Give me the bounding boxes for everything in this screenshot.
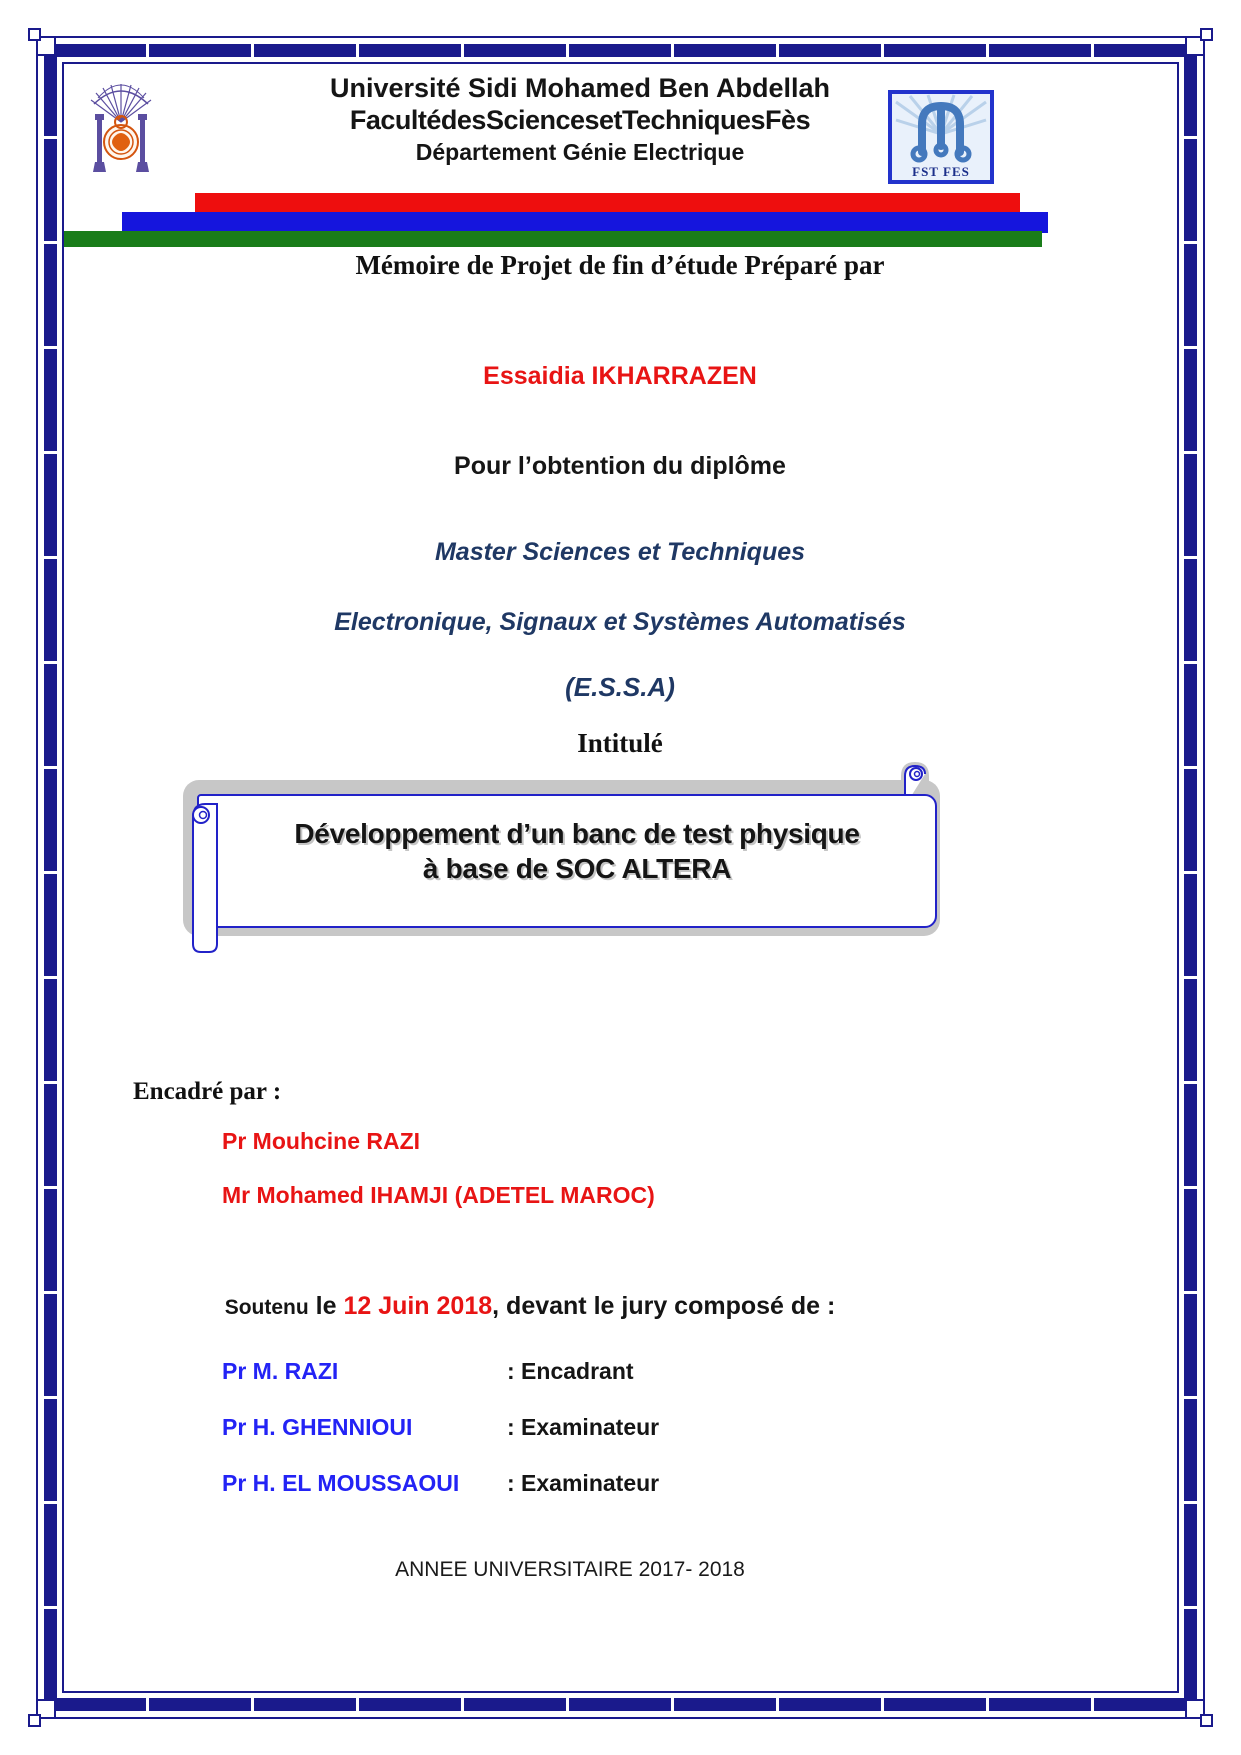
thesis-title xyxy=(227,816,927,886)
jury-member-role: : Examinateur xyxy=(507,1470,660,1496)
supervisor-name: Pr Mouhcine RAZI xyxy=(222,1128,421,1154)
frame-corner-ornament xyxy=(28,1714,41,1727)
page-frame-band-bottom xyxy=(44,1698,1197,1711)
fst-logo-caption: FST FES xyxy=(912,164,970,179)
memoire-line: Mémoire de Projet de fin d’étude Préparé par xyxy=(355,250,885,280)
thesis-title-line1: Développement d’un banc de test physique xyxy=(294,818,860,849)
jury-row xyxy=(222,1358,842,1385)
page-frame-band-left xyxy=(44,44,57,1711)
obtention-line: Pour l’obtention du diplôme xyxy=(454,452,786,480)
author-name: Essaidia IKHARRAZEN xyxy=(483,362,757,390)
title-scroll-banner xyxy=(183,770,953,965)
speciality-name: Electronique, Signaux et Systèmes Automatisés xyxy=(334,608,906,636)
defense-le: le xyxy=(308,1292,344,1320)
frame-corner-ornament xyxy=(28,28,41,41)
jury-row xyxy=(222,1470,842,1497)
frame-corner-ornament xyxy=(1200,1714,1213,1727)
defense-date: 12 Juin 2018 xyxy=(343,1292,493,1320)
decorative-bar-red xyxy=(195,193,1020,213)
page-frame-band-right xyxy=(1184,44,1197,1711)
degree-abbreviation: (E.S.S.A) xyxy=(565,672,675,702)
institution-header xyxy=(230,72,930,166)
page-frame-band-top xyxy=(44,44,1197,57)
thesis-title-line2: à base de SOC ALTERA xyxy=(422,853,732,884)
intitule-label: Intitulé xyxy=(577,728,663,758)
defense-prefix: Soutenu xyxy=(224,1296,309,1319)
jury-member-role: : Examinateur xyxy=(507,1414,660,1440)
faculty-name: FacultédesSciencesetTechniquesFès xyxy=(349,105,811,136)
supervisor-name: Mr Mohamed IHAMJI (ADETEL MAROC) xyxy=(222,1182,655,1208)
frame-corner-ornament xyxy=(1200,28,1213,41)
jury-member-name: Pr H. EL MOUSSAOUI xyxy=(222,1470,460,1496)
jury-member-name: Pr M. RAZI xyxy=(222,1358,339,1384)
academic-year: ANNEE UNIVERSITAIRE 2017- 2018 xyxy=(395,1558,745,1581)
banner-left-roll xyxy=(185,798,223,963)
jury-member-role: : Encadrant xyxy=(507,1358,634,1384)
decorative-bar-green xyxy=(64,231,1042,247)
jury-member-name: Pr H. GHENNIOUI xyxy=(222,1414,413,1440)
decorative-bar-blue xyxy=(122,212,1048,233)
university-name: Université Sidi Mohamed Ben Abdellah xyxy=(329,73,831,103)
degree-name: Master Sciences et Techniques xyxy=(434,538,806,566)
defense-line xyxy=(0,1292,1060,1321)
jury-row xyxy=(222,1414,842,1441)
defense-suffix: , devant le jury composé de : xyxy=(492,1292,836,1320)
fst-fes-logo xyxy=(888,90,994,189)
supervisors-label: Encadré par : xyxy=(133,1078,282,1105)
university-seal-logo xyxy=(86,84,156,185)
department-name: Département Génie Electrique xyxy=(415,138,745,165)
